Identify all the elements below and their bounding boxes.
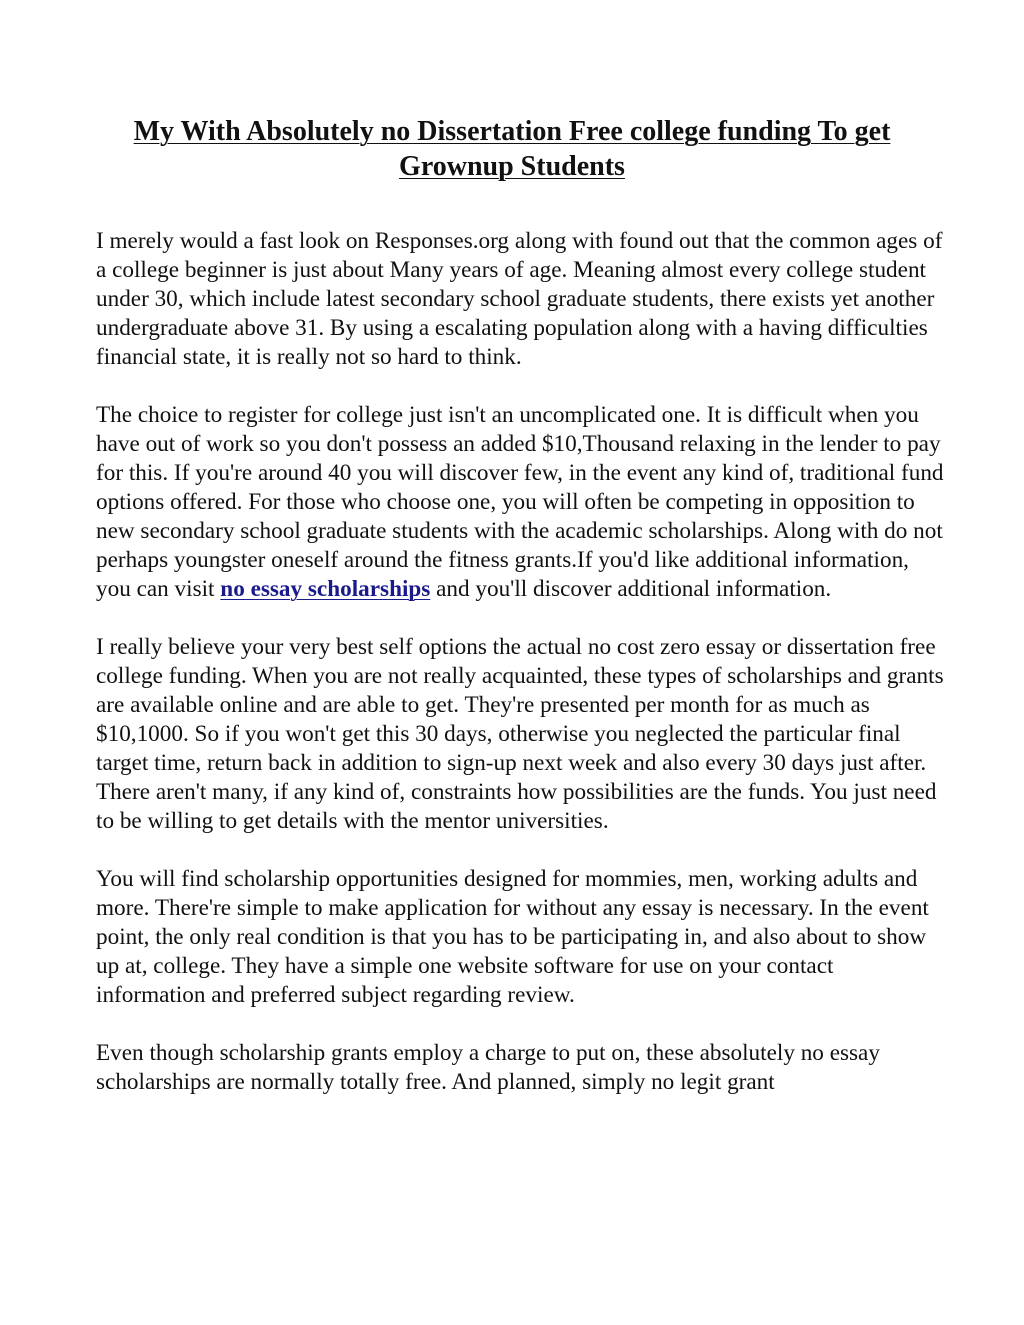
document-title: My With Absolutely no Dissertation Free college funding To get Grownup Students xyxy=(133,116,891,182)
document-body xyxy=(96,227,946,1126)
paragraph-4: You will find scholarship opportunities designed for mommies, men, working adults and more. There're simple to make application for without any essay is necessary. In the event point, the only real condition is that you has to be participating in, and also about to show up at, college. They have a simple one website software for use on your contact information and preferred subject regarding review. xyxy=(96,866,929,1008)
paragraph-2-text-before-link: The choice to register for college just isn't an uncomplicated one. It is difficult when you have out of work so you don't possess an added $10,Thousand relaxing in the lender to pay for this. If you're around 40 you will discover few, in the event any kind of, traditional fund options offered. For those who choose one, you will often be competing in opposition to new secondary school graduate students with the academic scholarships. Along with do not perhaps youngster oneself around the fitness grants.If you'd like additional information, you can visit xyxy=(96,402,944,602)
no-essay-scholarships-link[interactable]: no essay scholarships xyxy=(220,576,431,602)
paragraph-1: I merely would a fast look on Responses.org along with found out that the common ages of a college beginner is just about Many years of age. Meaning almost every college student under 30, which include latest secondary school graduate students, there exists yet another undergraduate above 31. By using a escalating population along with a having difficulties financial state, it is really not so hard to think. xyxy=(96,228,943,370)
paragraph-2 xyxy=(96,401,946,604)
paragraph-3: I really believe your very best self options the actual no cost zero essay or dissertation free college funding. When you are not really acquainted, these types of scholarships and grants are available online and are able to get. They're presented per month for as much as $10,1000. So if you won't get this 30 days, otherwise you neglected the particular final target time, return back in addition to sign-up next week and also every 30 days just after. There aren't many, if any kind of, constraints how possibilities are the funds. You just need to be willing to get details with the mentor universities. xyxy=(96,634,944,834)
paragraph-2-text-after-link: and you'll discover additional information. xyxy=(430,576,832,602)
paragraph-5: Even though scholarship grants employ a charge to put on, these absolutely no essay scholarships are normally totally free. And planned, simply no legit grant xyxy=(96,1040,880,1095)
